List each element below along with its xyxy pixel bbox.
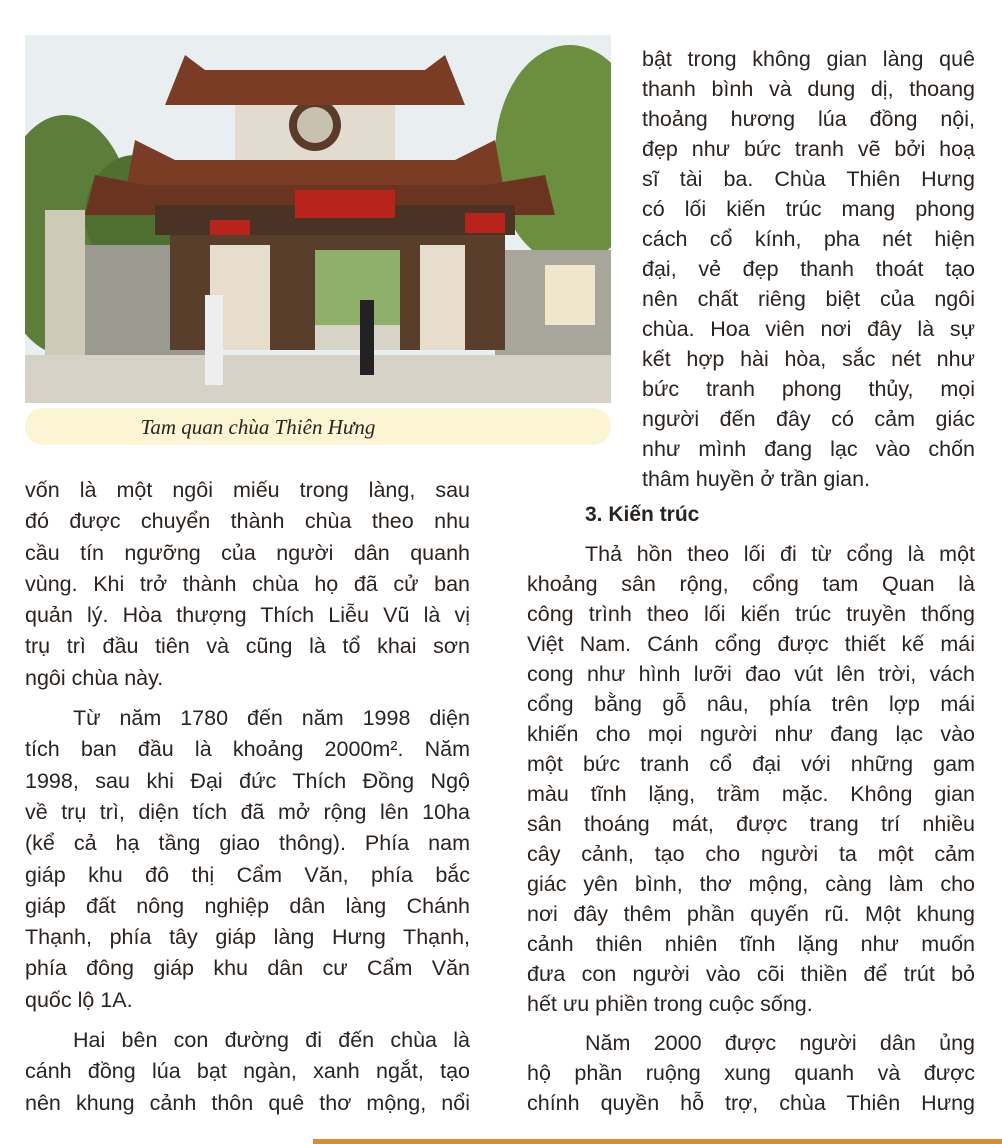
text-line: đại, vẻ đẹp thanh thoát tạo [642,257,975,281]
caption-text: Tam quan chùa Thiên Hưng [140,415,376,439]
text-line: vốn là một ngôi miếu trong làng, sau [25,478,470,502]
text-line: nơi đây thêm phần quyến rũ. Một khung [527,902,975,926]
paragraph [25,703,470,1016]
text-line: đẹp như bức tranh vẽ bởi hoạ [642,137,975,161]
text-line: nên khung cảnh thôn quê thơ mộng, nổi [25,1090,470,1115]
text-line: thanh bình và dung dị, thoang [642,77,975,101]
text-line: giáp đất nông nghiệp dân làng Chánh [25,893,470,918]
right-column-top [642,44,975,503]
footer-accent-bar [313,1139,1002,1144]
text-line: cầu tín ngưỡng của người dân quanh [25,540,470,565]
text-line: phía đông giáp khu dân cư Cẩm Văn [25,956,470,981]
text-line: chính quyền hỗ trợ, chùa Thiên Hưng [527,1091,975,1115]
text-line: bật trong không gian làng quê [642,47,975,71]
text-line: hộ phần ruộng xung quanh và được [527,1061,975,1085]
text-line: như mình đang lạc vào chốn [642,437,975,461]
text-line: hết ưu phiền trong cuộc sống. [527,992,813,1016]
section-heading: 3. Kiến trúc [585,503,700,526]
text-line: Thả hồn theo lối đi từ cổng là một [585,542,975,566]
text-line: một bức tranh cổ đại với những gam [527,752,975,776]
text-line: công trình theo lối kiến trúc truyền thống [527,602,975,626]
text-line: khoảng sân rộng, cổng tam Quan là [527,572,975,596]
text-line: chùa. Hoa viên nơi đây là sự [642,317,975,341]
text-line: Việt Nam. Cánh cổng được thiết kế mái [527,632,975,656]
text-line: đưa con người vào cõi thiền để trút bỏ [527,962,975,986]
text-line: ngôi chùa này. [25,665,164,690]
text-line: thoảng hương lúa đồng nội, [642,107,975,131]
text-line: Hai bên con đường đi đến chùa là [73,1028,470,1053]
text-line: đó được chuyển thành chùa theo nhu [25,509,470,534]
text-line: quốc lộ 1A. [25,987,133,1012]
paragraph [642,44,975,494]
paragraph [527,539,975,1019]
text-line: giáp khu đô thị Cẩm Văn, phía bắc [25,862,470,887]
text-line: giác yên bình, thơ mộng, càng làm cho [527,872,975,896]
text-line: Năm 2000 được người dân ủng [585,1031,975,1055]
text-line: bức tranh phong thủy, mọi [642,377,975,401]
text-line: cách cổ kính, pha nét hiện [642,227,975,251]
text-line: màu tĩnh lặng, trầm mặc. Không gian [527,782,975,806]
text-line: sĩ tài ba. Chùa Thiên Hưng [642,167,975,191]
photo-caption [25,408,611,445]
left-column [25,475,470,1128]
text-line: người đến đây có cảm giác [642,407,975,431]
text-line: Thạnh, phía tây giáp làng Hưng Thạnh, [25,925,470,950]
text-line: (kể cả hạ tầng giao thông). Phía nam [25,831,470,856]
right-column-bottom [527,539,975,1127]
temple-gate-photo [25,35,611,403]
paragraph [527,1028,975,1118]
text-line: cổng bằng gỗ nâu, phía trên lợp mái [527,692,975,716]
text-line: quản lý. Hòa thượng Thích Liễu Vũ là vị [25,603,470,628]
text-line: cánh đồng lúa bạt ngàn, xanh ngắt, tạo [25,1059,470,1084]
text-line: sân thoáng mát, được trang trí nhiều [527,812,975,836]
text-line: về trụ trì, diện tích đã mở rộng lên 10ha [25,799,470,824]
text-line: cây cảnh, tạo cho người ta một cảm [527,842,975,866]
text-line: tích ban đầu là khoảng 2000m². Năm [25,737,470,762]
text-line: kết hợp hài hòa, sắc nét như [642,347,975,371]
text-line: nên chất riêng biệt của ngôi [642,287,975,311]
text-line: khiến cho mọi người như đang lạc vào [527,722,975,746]
text-line: Từ năm 1780 đến năm 1998 diện [73,706,470,731]
text-line: cảnh thiên nhiên tĩnh lặng như muốn [527,932,975,956]
paragraph [25,475,470,694]
text-line: 1998, sau khi Đại đức Thích Đồng Ngộ [25,768,470,793]
temple-gate-image [25,35,611,403]
text-line: thâm huyền ở trần gian. [642,467,871,491]
text-line: cong như hình lưỡi đao vút lên trời, vách [527,662,975,686]
text-line: có lối kiến trúc mang phong [642,197,975,221]
text-line: vùng. Khi trở thành chùa họ đã cử ban [25,571,470,596]
text-line: trụ trì đầu tiên và cũng là tổ khai sơn [25,634,470,659]
paragraph [25,1025,470,1119]
